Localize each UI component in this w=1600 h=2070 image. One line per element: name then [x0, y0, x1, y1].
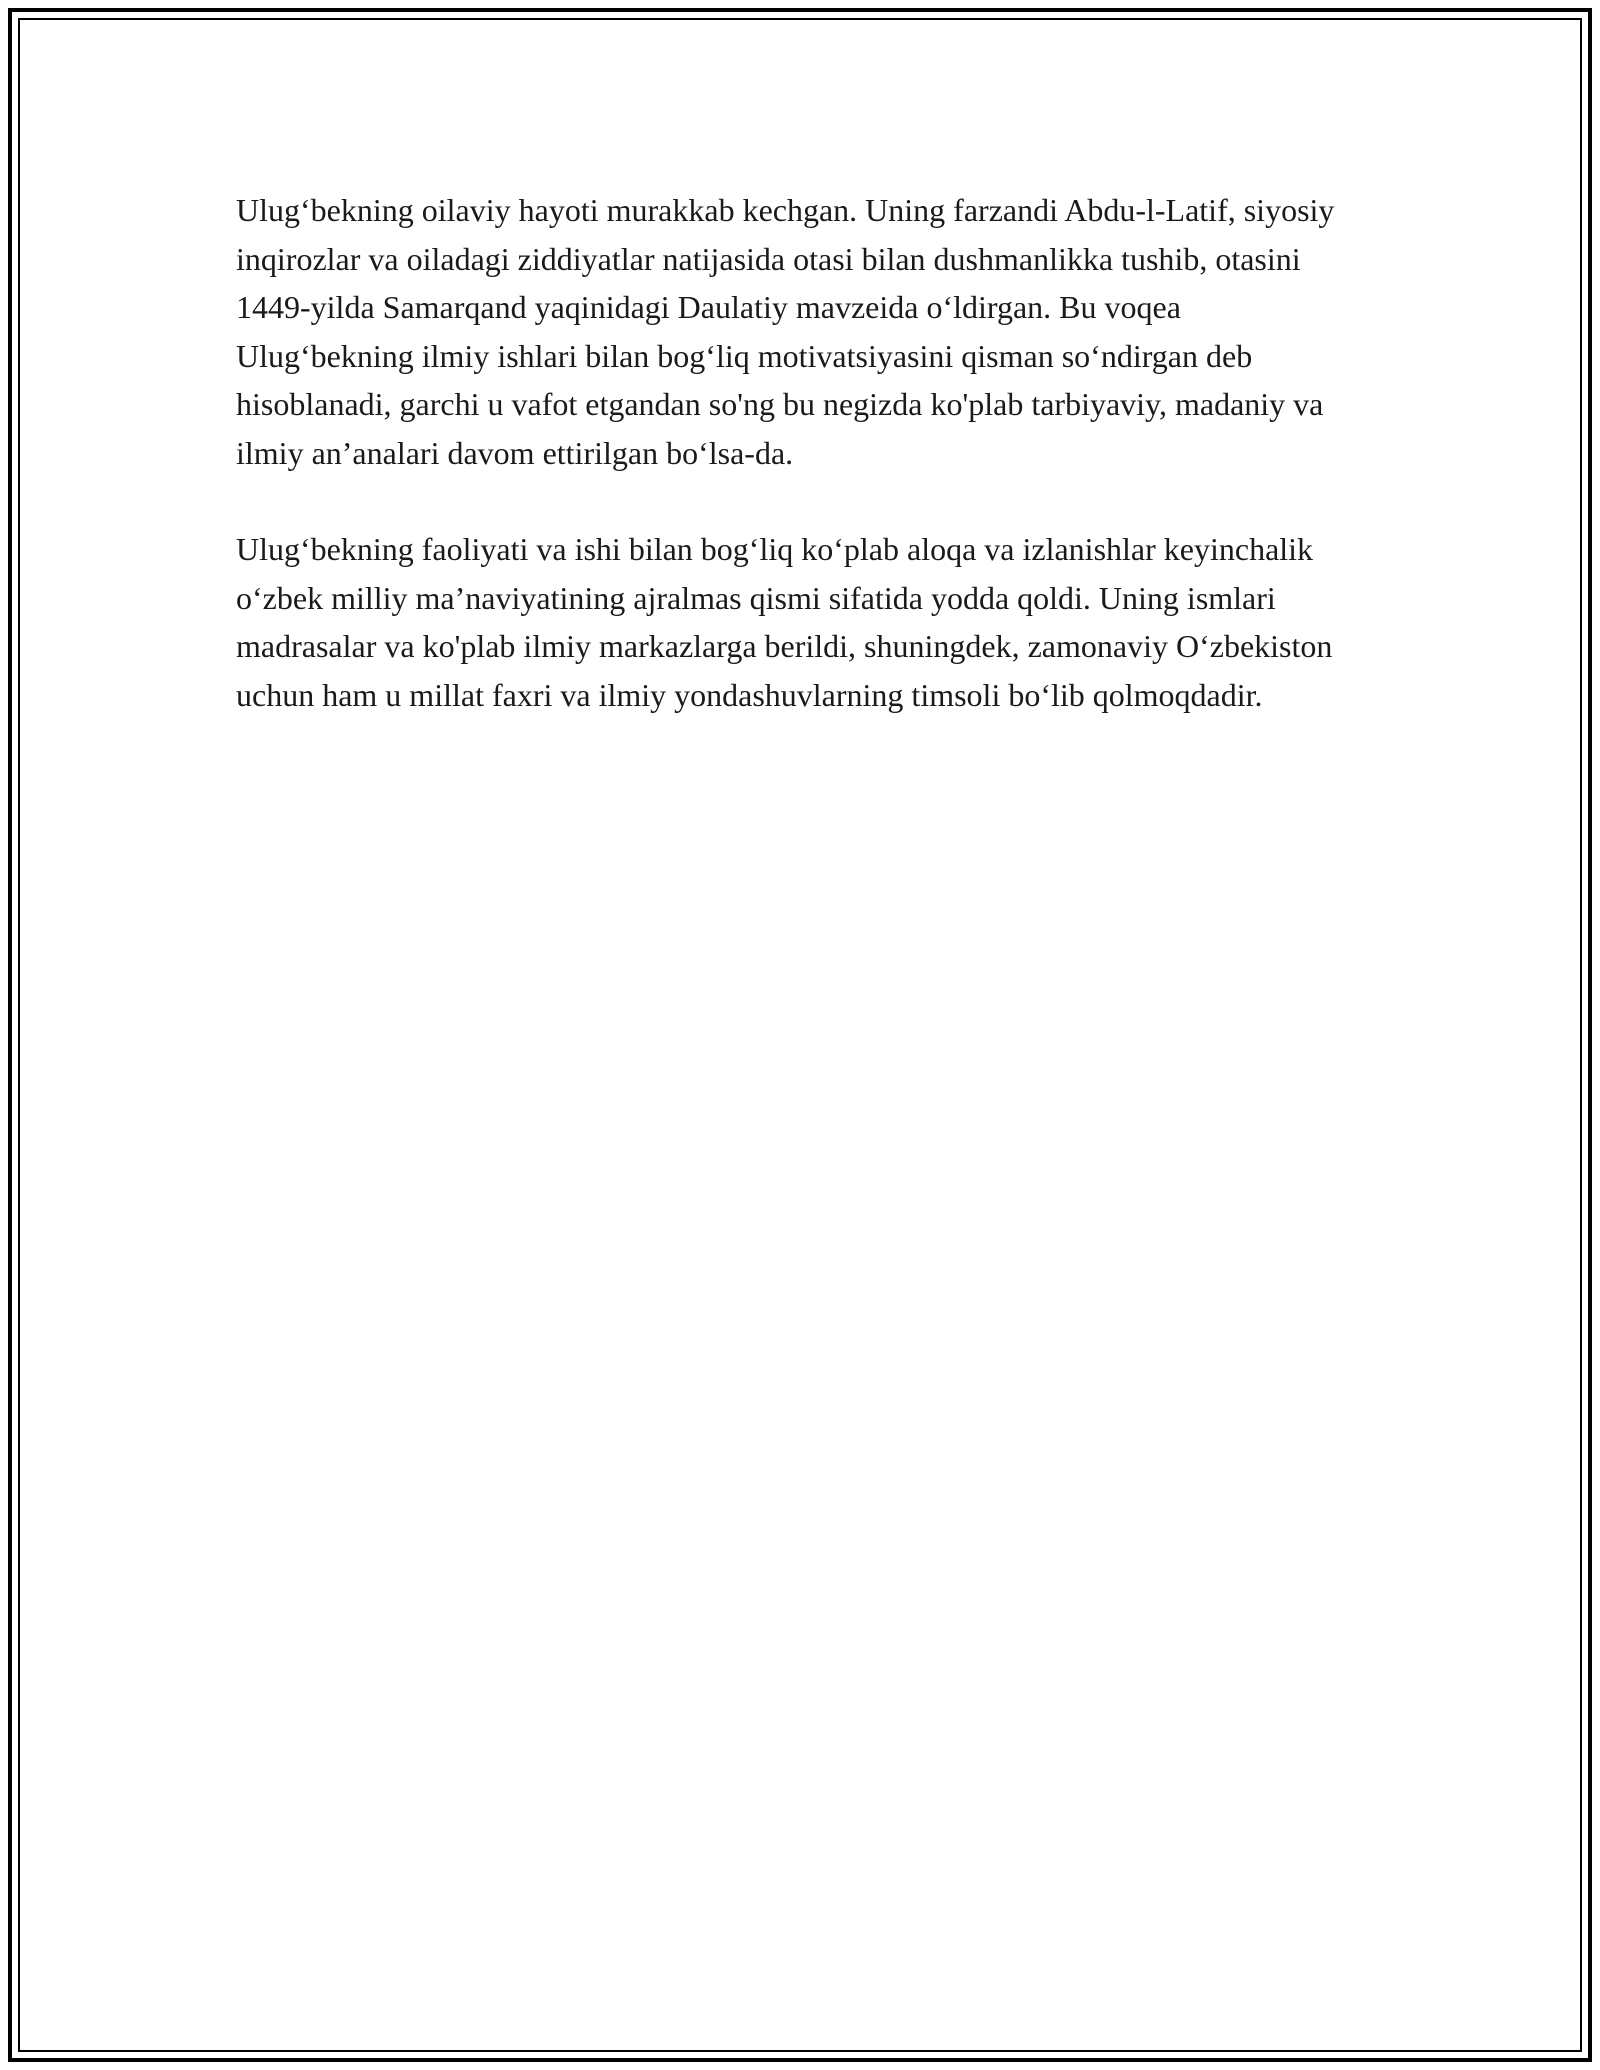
document-body [236, 186, 1356, 767]
paragraph-2: Ulug‘bekning faoliyati va ishi bilan bog‘liq ko‘plab aloqa va izlanishlar keyinchalik o‘zbek milliy ma’naviyatining ajralmas qismi sifatida yodda qoldi. Uning ismlari madrasalar va ko'plab ilmiy markazlarga berildi, shuningdek, zamonaviy O‘zbekiston uchun ham u millat faxri va ilmiy yondashuvlarning timsoli bo‘lib qolmoqdadir. [236, 531, 1333, 713]
paragraph-1: Ulug‘bekning oilaviy hayoti murakkab kechgan. Uning farzandi Abdu-l-Latif, siyosiy inqirozlar va oiladagi ziddiyatlar natijasida otasi bilan dushmanlikka tushib, otasini 1449-yilda Samarqand yaqinidagi Daulatiy mavzeida o‘ldirgan. Bu voqea Ulug‘bekning ilmiy ishlari bilan bog‘liq motivatsiyasini qisman so‘ndirgan deb hisoblanadi, garchi u vafot etgandan so'ng bu negizda ko'plab tarbiyaviy, madaniy va ilmiy an’analari davom ettirilgan bo‘lsa-da. [236, 192, 1335, 471]
